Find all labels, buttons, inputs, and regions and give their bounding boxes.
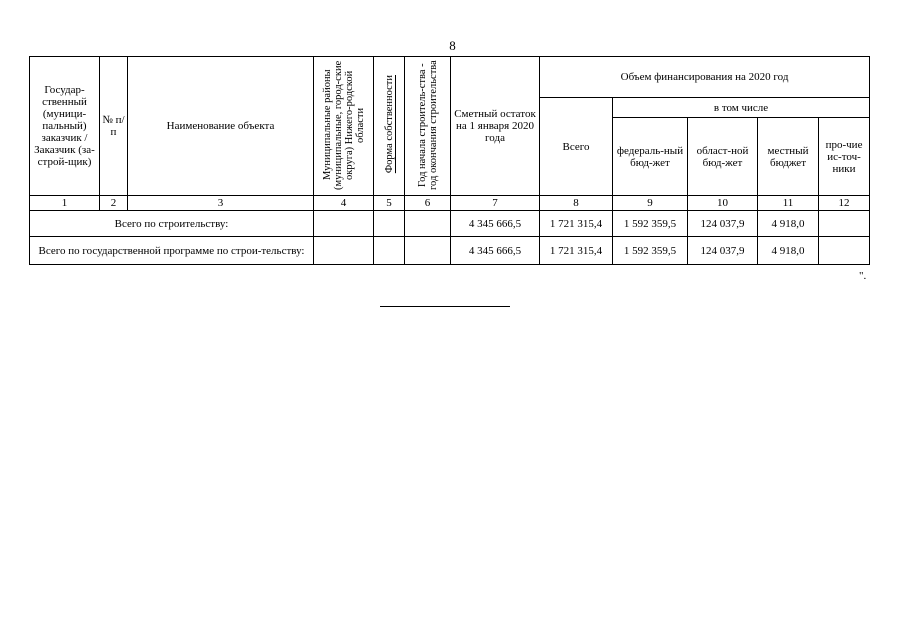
header-customer: Государ-ственный (муници-пальный) заказчик / Заказчик (за-строй-щик) [30, 57, 100, 196]
column-number: 9 [613, 196, 688, 211]
row-districts [314, 237, 374, 265]
column-number: 4 [314, 196, 374, 211]
row-estimate: 4 345 666,5 [451, 211, 540, 237]
table-row [30, 211, 870, 237]
separator-line [380, 306, 510, 307]
row-local: 4 918,0 [758, 237, 819, 265]
header-ownership [374, 57, 405, 196]
row-label: Всего по строительству: [30, 211, 314, 237]
column-number: 8 [540, 196, 613, 211]
page-number: 8 [449, 38, 456, 53]
header-total: Всего [540, 98, 613, 196]
row-regional: 124 037,9 [688, 237, 758, 265]
row-years [405, 237, 451, 265]
row-ownership [374, 211, 405, 237]
row-years [405, 211, 451, 237]
row-other [819, 211, 870, 237]
column-number: 5 [374, 196, 405, 211]
header-including: в том числе [613, 98, 870, 118]
row-federal: 1 592 359,5 [613, 237, 688, 265]
header-financing: Объем финансирования на 2020 год [540, 57, 870, 98]
column-number: 3 [128, 196, 314, 211]
header-estimate: Сметный остаток на 1 января 2020 года [451, 57, 540, 196]
column-number: 10 [688, 196, 758, 211]
row-label: Всего по государственной программе по строи-тельству: [30, 237, 314, 265]
column-number: 7 [451, 196, 540, 211]
header-object-name: Наименование объекта [128, 57, 314, 196]
row-federal: 1 592 359,5 [613, 211, 688, 237]
column-number: 1 [30, 196, 100, 211]
financing-table [29, 56, 870, 265]
row-estimate: 4 345 666,5 [451, 237, 540, 265]
column-numbers-row [30, 196, 870, 211]
row-total: 1 721 315,4 [540, 237, 613, 265]
row-regional: 124 037,9 [688, 211, 758, 237]
row-ownership [374, 237, 405, 265]
closing-quote-mark: ". [859, 270, 867, 282]
row-local: 4 918,0 [758, 211, 819, 237]
row-other [819, 237, 870, 265]
header-districts [314, 57, 374, 196]
column-number: 6 [405, 196, 451, 211]
header-years-text: Год начала строитель-ства - год окончания строительства [416, 59, 439, 190]
header-local: местный бюджет [758, 118, 819, 196]
row-total: 1 721 315,4 [540, 211, 613, 237]
header-other: про-чие ис-точ-ники [819, 118, 870, 196]
column-number: 2 [100, 196, 128, 211]
header-regional: област-ной бюд-жет [688, 118, 758, 196]
header-num: № п/п [100, 57, 128, 196]
header-ownership-text: Форма собственности [383, 75, 395, 174]
header-districts-text: Муниципальные районы (муниципальные, город-ские округа) Нижего-родской области [321, 59, 366, 190]
row-districts [314, 211, 374, 237]
column-number: 11 [758, 196, 819, 211]
table-row [30, 237, 870, 265]
header-federal: федераль-ный бюд-жет [613, 118, 688, 196]
column-number: 12 [819, 196, 870, 211]
header-years [405, 57, 451, 196]
